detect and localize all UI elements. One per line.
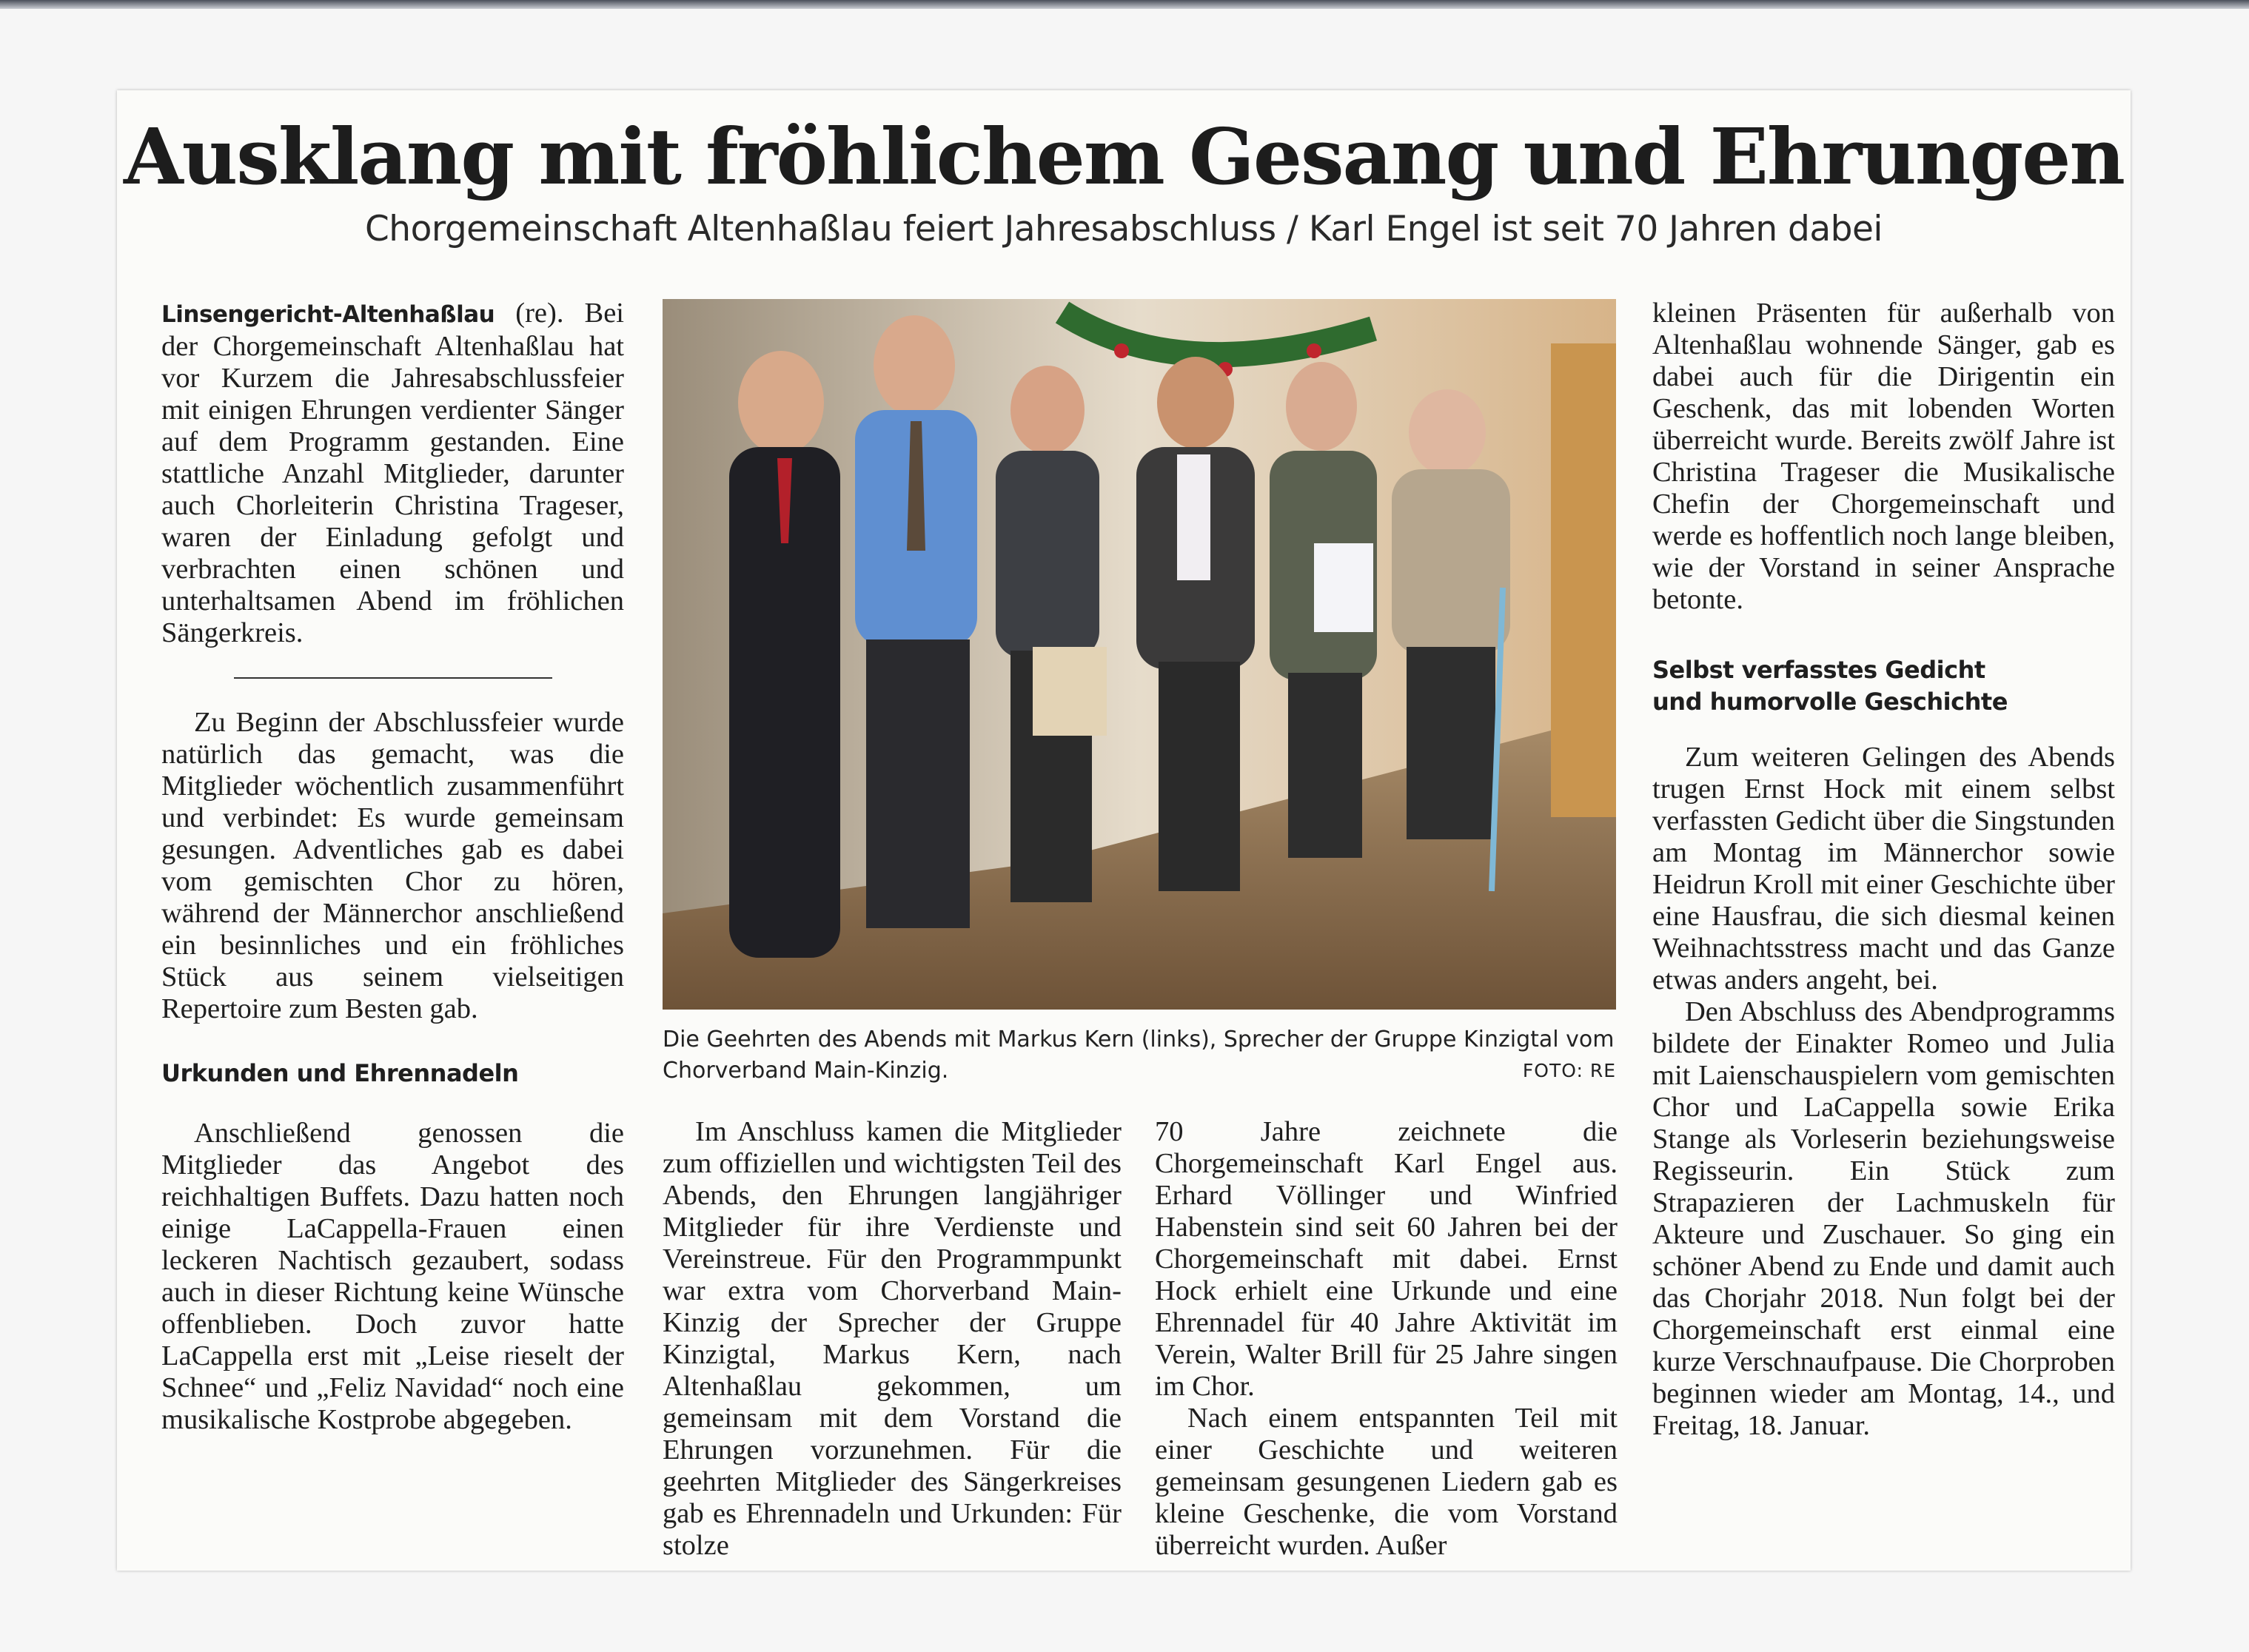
paragraph-gedicht: Zum weiteren Gelingen des Abends trugen Ernst Hock mit einem selbst verfassten Gedicht über die Singstunden am Montag im Männerchor sowie Heidrun Kroll mit einer Geschichte über eine Hausfrau, die sich diesmal keinen Weihnachtsstress macht und das Ganze etwas anders angeht, bei. <box>1652 742 2115 995</box>
intro-text: (re). Bei der Chorgemeinschaft Altenhaßlau hat vor Kurzem die Jahresabschlussfeier mit einigen Ehrungen verdienter Sänger auf dem Programm gestanden. Eine stattliche Anzahl Mitglieder, darunter auch Chorleiterin Christina Trageser, waren der Einladung gefolgt und verbrachten einen schönen und unterhaltsamen Abend im fröhlichen Sängerkreis. <box>161 298 624 648</box>
paragraph-intro <box>161 298 624 649</box>
newspaper-clipping <box>117 90 2131 1571</box>
paragraph-dirigentin: kleinen Präsenten für außerhalb von Altenhaßlau wohnende Sänger, gab es dabei auch für die Dirigentin ein Geschenk, das mit lobenden Worten überreicht wurde. Bereits zwölf Jahre ist Christina Trageser die Musikalische Chefin der Chorgemeinschaft und werde es hoffentlich noch lange bleiben, wie der Vorstand in seiner Ansprache betonte. <box>1652 298 2115 615</box>
subtitle-urkunden: Urkunden und Ehrennadeln <box>161 1059 519 1087</box>
group-photo-image <box>663 299 1616 1010</box>
scan-top-edge <box>0 0 2249 9</box>
paragraph-geschenke: Nach einem entspannten Teil mit einer Geschichte und weiteren gemeinsam gesungenen Liedern gab es kleine Geschenke, die vom Vorstand überreicht wurden. Außer <box>1155 1403 1618 1561</box>
door <box>1551 343 1616 817</box>
article-photo <box>663 299 1616 1010</box>
caption-text: Die Geehrten des Abends mit Markus Kern (links), Sprecher der Gruppe Kinzigtal vom Chorverband Main-Kinzig. <box>663 1027 1615 1084</box>
paragraph-opening: Zu Beginn der Abschlussfeier wurde natürlich das gemacht, was die Mitglieder wöchentlich zusammenführt und verbindet: Es wurde gemeinsam gesungen. Adventliches gab es dabei vom gemischten Chor zu hören, während der Männerchor anschließend ein besinnliches und ein fröhliches Stück aus seinem vielseitigen Repertoire zum Besten gab. <box>161 707 624 1024</box>
photo-caption <box>663 1024 1616 1087</box>
article-headline: Ausklang mit fröhlichem Gesang und Ehrungen <box>123 111 2125 202</box>
subtitle-gedicht <box>1652 654 2115 718</box>
article-column-1 <box>161 298 624 1436</box>
article-column-4 <box>1652 298 2115 1442</box>
subtitle-gedicht-line-1: Selbst verfasstes Gedicht <box>1652 656 1985 684</box>
dateline: Linsengericht-Altenhaßlau <box>161 301 495 328</box>
subtitle-gedicht-line-2: und humorvolle Geschichte <box>1652 688 2008 716</box>
article-column-3 <box>1155 1116 1618 1562</box>
paragraph-ehrungen: Im Anschluss kamen die Mitglieder zum offiziellen und wichtigsten Teil des Abends, den Ehrungen langjähriger Mitglieder für ihre Verdienste und Vereinstreue. Für den Programmpunkt war extra vom Chorverband Main-Kinzig der Sprecher der Gruppe Kinzigtal, Markus Kern, nach Altenhaßlau gekommen, um gemeinsam mit dem Vorstand die Ehrungen vorzunehmen. Für die geehrten Mitglieder des Sängerkreises gab es Ehrennadeln und Urkunden: Für stolze <box>663 1116 1122 1561</box>
paragraph-buffet: Anschließend genossen die Mitglieder das Angebot des reichhaltigen Buffets. Dazu hatten noch einige LaCappella-Frauen einen leckeren Nachtisch gezaubert, sodass auch in dieser Richtung keine Wünsche offenblieben. Doch zuvor hatte LaCappella erst mit „Leise rieselt der Schnee“ und „Feliz Navidad“ noch eine musikalische Kostprobe abgegeben. <box>161 1118 624 1435</box>
article-column-2 <box>663 1116 1122 1562</box>
paragraph-abschluss: Den Abschluss des Abendprogramms bildete der Einakter Romeo und Julia mit Laienschauspielern vom gemischten Chor und LaCappella sowie Erika Stange als Vorleserin beziehungsweise Regisseurin. Ein Stück zum Strapazieren der Lachmuskeln für Akteure und Zuschauer. So ging ein schöner Abend zu Ende und damit auch das Chorjahr 2018. Nun folgt bei der Chorgemeinschaft erst einmal eine kurze Verschnaufpause. Die Chorproben beginnen wieder am Montag, 14., und Freitag, 18. Januar. <box>1652 996 2115 1441</box>
article-subheadline: Chorgemeinschaft Altenhaßlau feiert Jahresabschluss / Karl Engel ist seit 70 Jahren dabei <box>364 209 1883 249</box>
paragraph-jubilare: 70 Jahre zeichnete die Chorgemeinschaft Karl Engel aus. Erhard Völlinger und Winfried Habenstein sind seit 60 Jahren bei der Chorgemeinschaft mit dabei. Ernst Hock erhielt eine Urkunde und eine Ehrennadel für 40 Jahre Aktivität im Verein, Walter Brill für 25 Jahre singen im Chor. <box>1155 1116 1618 1402</box>
photo-credit: FOTO: RE <box>1522 1060 1616 1081</box>
